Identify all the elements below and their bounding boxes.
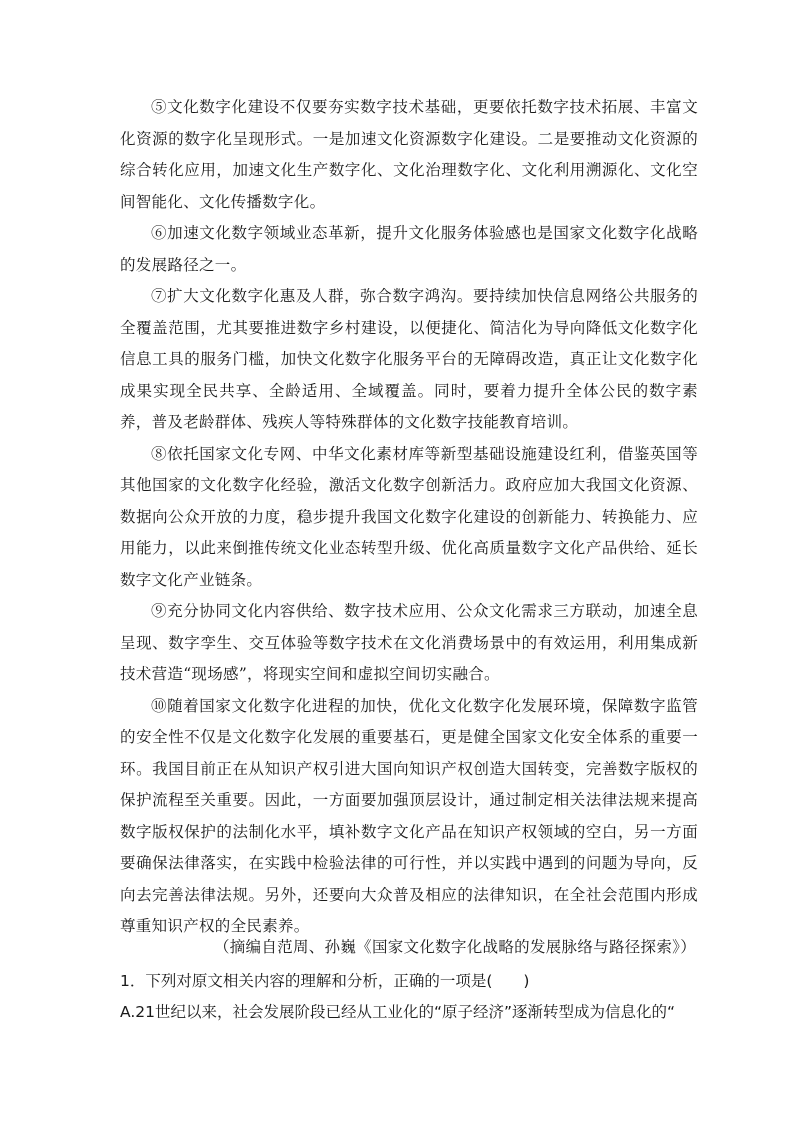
article-body <box>120 92 698 943</box>
paragraph-8: ⑧依托国家文化专网、中华文化素材库等新型基础设施建设红利，借鉴英国等其他国家的文化数字化经验，激活文化数字创新活力。政府应加大我国文化资源、数据向公众开放的力度，稳步提升我国文化数字化建设的创新能力、转换能力、应用能力，以此来倒推传统文化业态转型升级、优化高质量数字文化产品供给、延长数字文化产业链条。 <box>120 444 698 589</box>
option-a: A.21世纪以来，社会发展阶段已经从工业化的“原子经济”逐渐转型成为信息化的“ <box>120 1003 676 1021</box>
paragraph-7: ⑦扩大文化数字化惠及人群，弥合数字鸿沟。要持续加快信息网络公共服务的全覆盖范围，尤其要推进数字乡村建设，以便捷化、简洁化为导向降低文化数字化信息工具的服务门槛，加快文化数字化服务平台的无障碍改造，真正让文化数字化成果实现全民共享、全龄适用、全域覆盖。同时，要着力提升全体公民的数字素养，普及老龄群体、残疾人等特殊群体的文化数字技能教育培训。 <box>120 287 698 431</box>
paragraph-6: ⑥加速文化数字领域业态革新，提升文化服务体验感也是国家文化数字化战略的发展路径之一。 <box>120 224 698 274</box>
question-stem: 1．下列对原文相关内容的理解和分析，正确的一项是( ) <box>120 972 530 990</box>
source-citation: （摘编自范周、孙巍《国家文化数字化战略的发展脉络与路径探索》） <box>213 938 696 956</box>
paragraph-5: ⑤文化数字化建设不仅要夯实数字技术基础，更要依托数字技术拓展、丰富文化资源的数字化呈现形式。一是加速文化资源数字化建设。二是要推动文化资源的综合转化应用，加速文化生产数字化、文化治理数字化、文化利用溯源化、文化空间智能化、文化传播数字化。 <box>120 98 698 211</box>
paragraph-10: ⑩随着国家文化数字化进程的加快，优化文化数字化发展环境，保障数字监管的安全性不仅是文化数字化发展的重要基石，更是健全国家文化安全体系的重要一环。我国目前正在从知识产权引进大国向知识产权创造大国转变，完善数字版权的保护流程至关重要。因此，一方面要加强顶层设计，通过制定相关法律法规来提高数字版权保护的法制化水平，填补数字文化产品在知识产权领域的空白，另一方面要确保法律落实，在实践中检验法律的可行性，并以实践中遇到的问题为导向，反向去完善法律法规。另外，还要向大众普及相应的法律知识，在全社会范围内形成尊重知识产权的全民素养。 <box>120 696 698 935</box>
paragraph-9: ⑨充分协同文化内容供给、数字技术应用、公众文化需求三方联动，加速全息呈现、数字孪生、交互体验等数字技术在文化消费场景中的有效运用，利用集成新技术营造“现场感”，将现实空间和虚拟空间切实融合。 <box>120 602 698 683</box>
